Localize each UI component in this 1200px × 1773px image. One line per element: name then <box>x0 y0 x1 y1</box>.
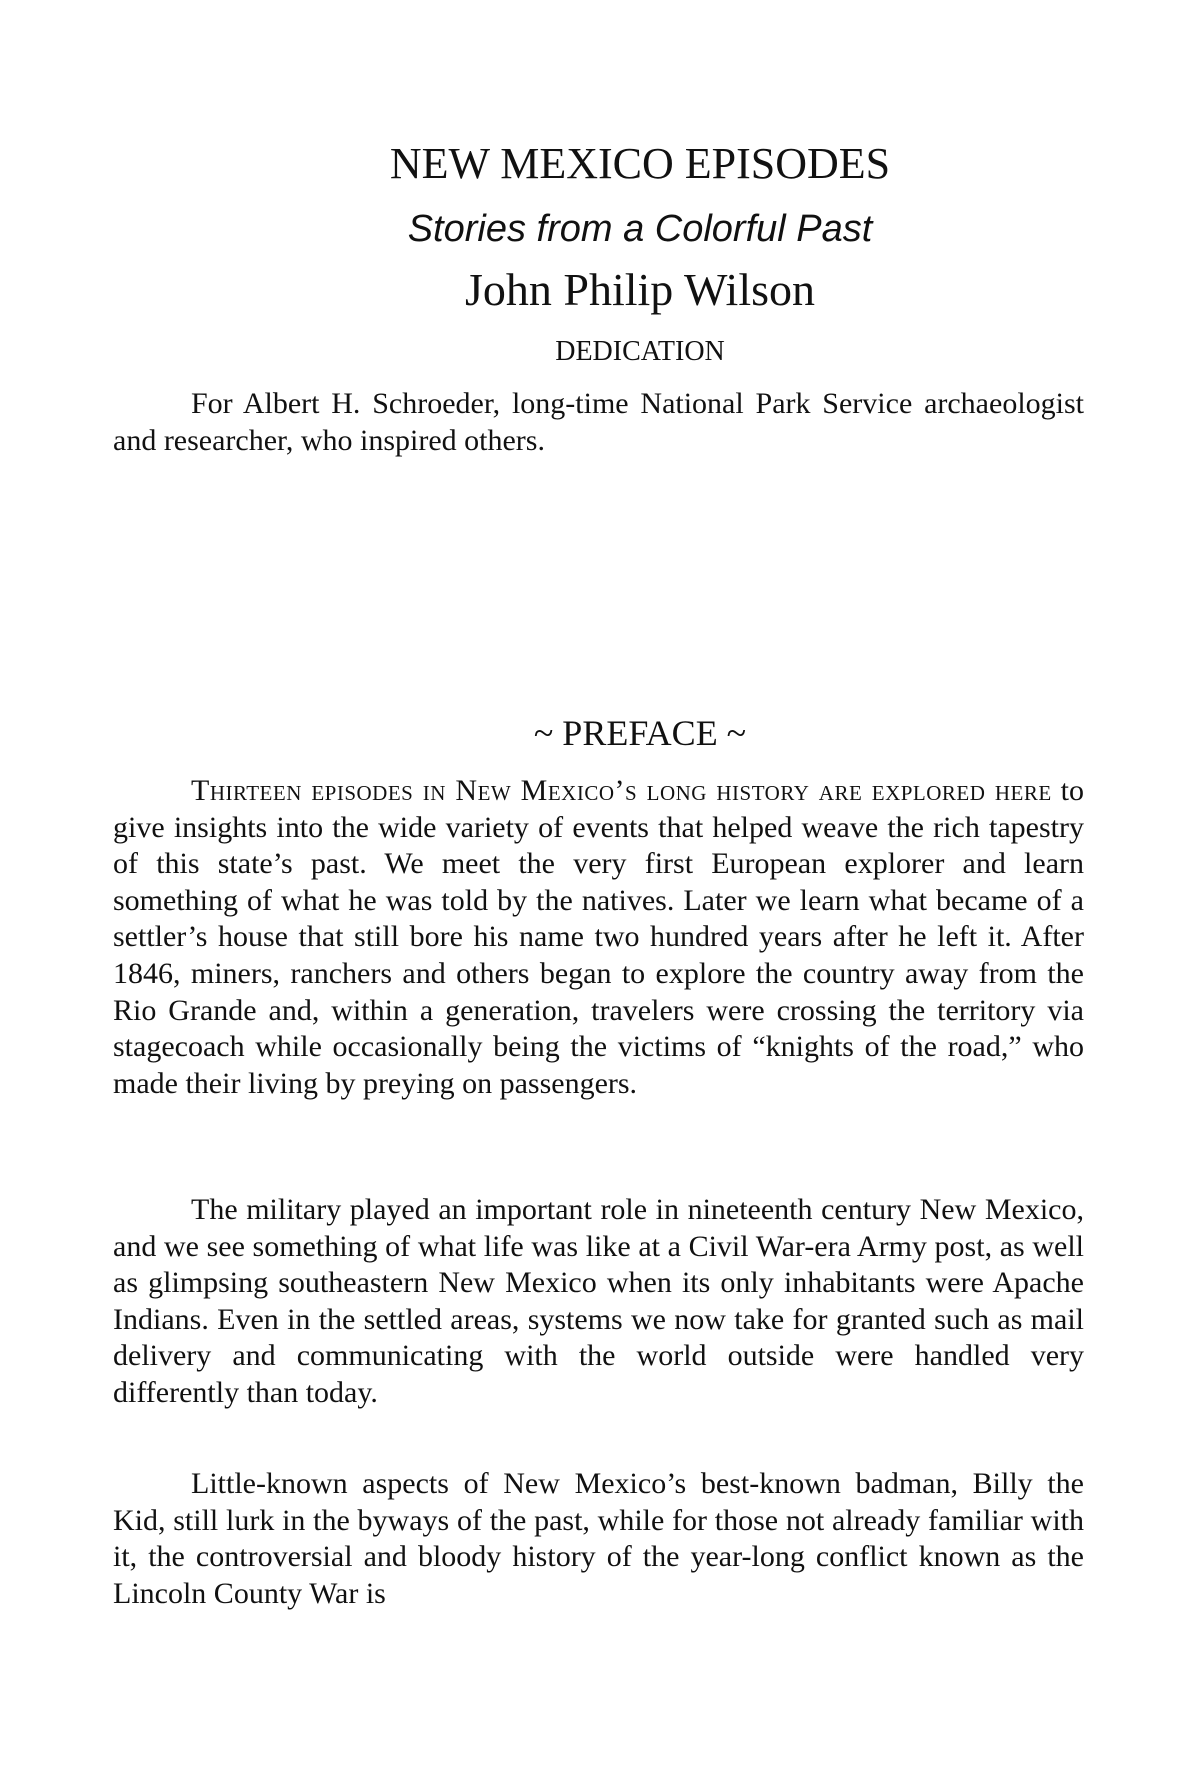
paragraph-text: The military played an important role in nineteenth century New Mexico, and we see something of what life was like at a Civil War-era Army post, as well as glimpsing southeastern New Mexico when its only inhabitants were Apache Indians. Even in the settled areas, systems we now take for granted such as mail delivery and communicating with the world outside were handled very differently than today. <box>113 1193 1084 1409</box>
preface-heading: ~ PREFACE ~ <box>533 713 747 753</box>
dedication-section <box>113 386 1084 459</box>
preface-paragraph-1 <box>113 773 1084 1102</box>
paragraph-text <box>113 773 1084 1102</box>
paragraph-text: Little-known aspects of New Mexico’s best-known badman, Billy the Kid, still lurk in the byways of the past, while for those not already familiar with it, the controversial and bloody history of the year-long conflict known as the Lincoln County War is <box>113 1467 1084 1610</box>
preface-paragraph-3 <box>113 1466 1084 1612</box>
dedication-text: For Albert H. Schroeder, long-time National Park Service archaeologist and researcher, who inspired others. <box>113 387 1084 457</box>
book-subtitle: Stories from a Colorful Past <box>407 208 873 250</box>
paragraph-body: to give insights into the wide variety of events that helped weave the rich tapestry of this state’s past. We meet the very first European explorer and learn something of what he was told by the natives. Later we learn what became of a settler’s house that still bore his name two hundred years after he left it. After 1846, miners, ranchers and others began to explore the country away from the Rio Grande and, within a generation, travelers were crossing the territory via stagecoach while occasionally being the victims of “knights of the road,” who made their living by preying on passengers. <box>113 774 1084 1100</box>
book-title: NEW MEXICO EPISODES <box>389 139 891 188</box>
book-author: John Philip Wilson <box>464 264 816 315</box>
paragraph-lead-smallcaps: Thirteen episodes in New Mexico’s long history are explored here <box>191 774 1052 807</box>
dedication-heading: DEDICATION <box>555 336 725 367</box>
preface-paragraph-2 <box>113 1192 1084 1412</box>
